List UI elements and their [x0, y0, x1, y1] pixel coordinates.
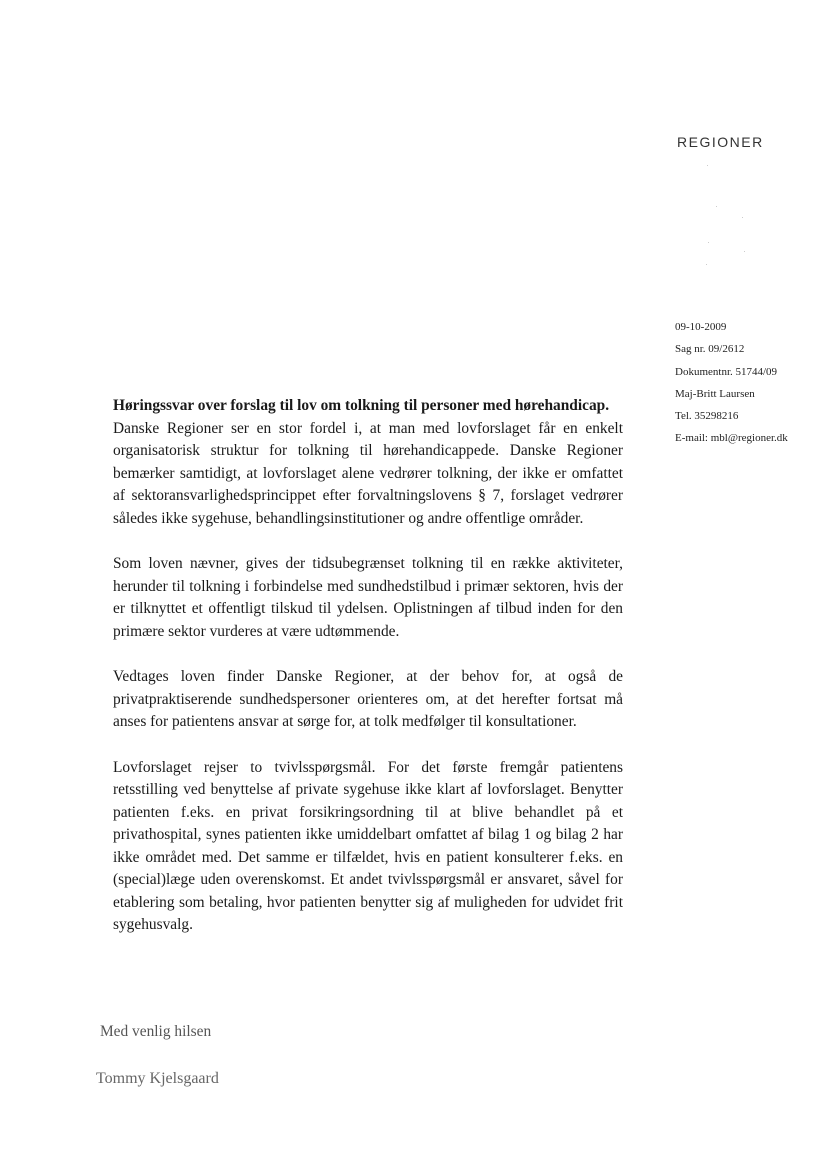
- scan-speck: [716, 206, 717, 207]
- closing-greeting: Med venlig hilsen: [100, 1023, 212, 1040]
- meta-document-number: Dokumentnr. 51744/09: [675, 365, 778, 378]
- letter-title: Høringssvar over forslag til lov om tolkning til personer med hørehandicap.: [113, 397, 610, 414]
- letter-paragraph: Lovforslaget rejser to tvivlsspørgsmål. For det første fremgår patientens retsstilling ved benyttelse af private sygehuse ikke klart af lovforslaget. Benytter patienten f.eks. en privat forsikringsordning til at blive behandlet på et privathospital, synes patienten ikke umiddelbart omfattet af bilag 1 og bilag 2 har ikke området med. Det samme er tilfældet, hvis en patient konsulterer f.eks. en (special)læge uden overenskomst. Et andet tvivlsspørgsmål er ansvaret, såvel for etablering som betaling, hvor patienten benytter sig af muligheden for udvidet frit sygehusvalg.: [113, 758, 623, 933]
- organization-logo: REGIONER: [677, 134, 764, 150]
- letter-paragraph: Danske Regioner ser en stor fordel i, at man med lovforslaget får en enkelt organisatorisk struktur for tolkning til hørehandicappede. Danske Regioner bemærker samtidigt, at lovforslaget alene vedrører tolkning, der ikke er omfattet af sektoransvarlighedsprincippet efter forvaltningslovens § 7, forslaget vedrører således ikke sygehuse, behandlingsinstitutioner og andre offentlige områder.: [113, 419, 623, 527]
- meta-case-number: Sag nr. 09/2612: [675, 343, 745, 356]
- scan-speck: [706, 264, 707, 265]
- scan-speck: [707, 165, 708, 166]
- signature-name: Tommy Kjelsgaard: [96, 1070, 219, 1087]
- document-meta: [675, 316, 820, 450]
- meta-email: E-mail: mbl@regioner.dk: [675, 432, 788, 445]
- letter-paragraph: Som loven nævner, gives der tidsubegrænset tolkning til en række aktiviteter, herunder til tolkning i forbindelse med sundhedstilbud i primær sektoren, hvis der er tilknyttet et offentligt tilskud til ydelsen. Oplistningen af tilbud inden for den primære sektor vurderes at være udtømmende.: [113, 555, 623, 640]
- scan-speck: [708, 242, 709, 243]
- letter-paragraph: Vedtages loven finder Danske Regioner, at der behov for, at også de privatpraktiserende sundhedspersoner orienteres om, at det herefter fortsat må anses for patientens ansvar at sørge for, at tolk medfølger til konsultationer.: [113, 668, 623, 730]
- scan-speck: [742, 217, 743, 218]
- letter-body: [113, 395, 623, 960]
- meta-date: 09-10-2009: [675, 321, 727, 333]
- meta-author-name: Maj-Britt Laursen: [675, 387, 755, 400]
- scan-speck: [744, 251, 745, 252]
- meta-phone: Tel. 35298216: [675, 410, 739, 423]
